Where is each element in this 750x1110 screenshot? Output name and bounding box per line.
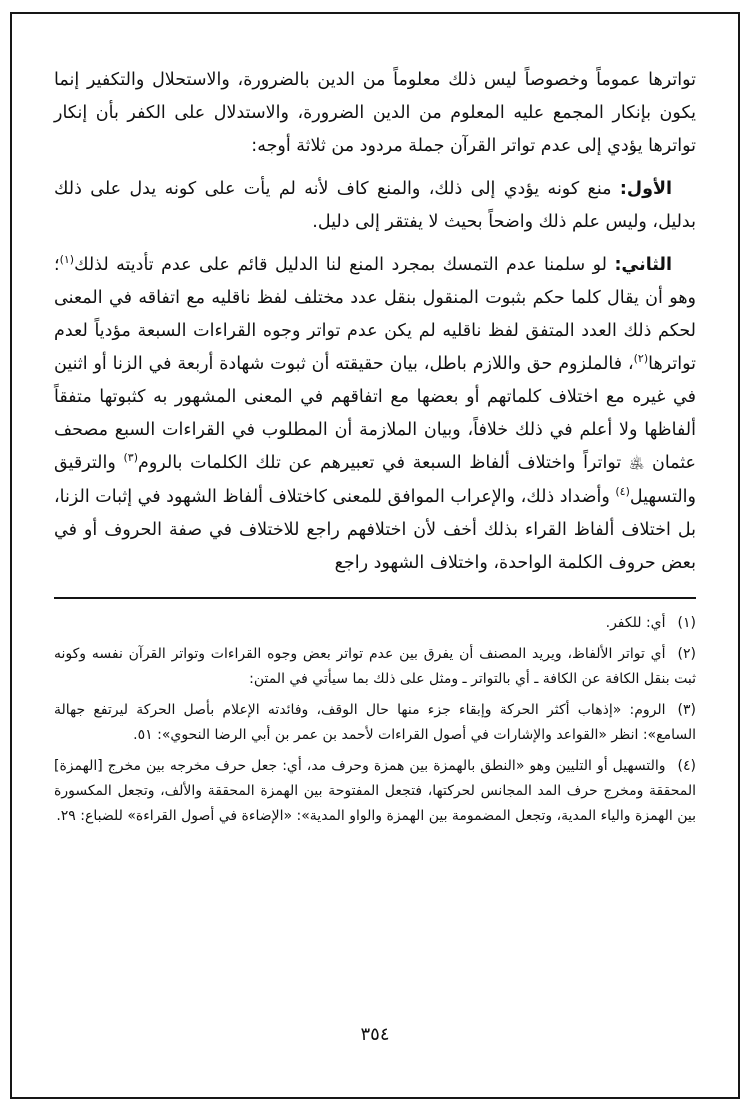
paragraph-lead: الثاني: [614,255,672,275]
footnote-number: (٣) [677,702,696,718]
footnote-number: (١) [677,615,696,631]
paragraph: الثاني: لو سلمنا عدم التمسك بمجرد المنع لنا الدليل قائم على عدم تأديته لذلك$^{(١)}$؛ وهو أن يقال كلما حكم بثبوت المنقول بنقل عدد مختلف لفظ ناقليه مع اتفاقه في المعنى لحكم ذلك العدد المتفق لفظ ناقليه لم يكن عدم تواتر وجوه القراءات السبعة مؤدياً لعدم تواترها$^{(٢)}$، فالملزوم حق واللازم باطل، بيان حقيقته أن ثبوت شهادة أربعة في الزنا أو اثنين في غيره مع اختلاف كلماتهم أو بعضها مع اتفاقهم في المعنى المشهور به كثبوتها متفقاً ألفاظها ولا أعلم في ذلك خلافاً، وبيان الملازمة أن المطلوب في القراءات السبع مصحف عثمان ﵁ تواتراً واختلاف ألفاظ السبعة في تعبيرهم عن تلك الكلمات بالروم$^{(٣)}$ والترقيق والتسهيل$^{(٤)}$ وأضداد ذلك، والإعراب الموافق للمعنى كاختلاف ألفاظ الشهود في إثبات الزنا، بل اختلاف ألفاظ القراء بذلك أخف لأن اختلافهم راجع للاختلاف في صفة الحروف أو في بعض حروف الكلمة الواحدة، واختلاف الشهود راجع [54,253,696,573]
footnotes-section [54,611,696,829]
footnote: (١)أي: للكفر. [605,615,696,631]
page-number: ٣٥٤ [360,1024,390,1045]
footnote: (٤)والتسهيل أو التليين وهو «النطق بالهمزة بين همزة وحرف مد، أي: جعل حرف مخرجه بين مخرج [الهمزة] المحققة ومخرج حرف المد المجانس لحركتها، فتجعل المفتوحة بين الهمزة المحققة والألف، وتجعل المكسورة بين الهمزة والياء المدية، وتجعل المضمومة بين الهمزة والواو المدية»: «الإضاءة في أصول القراءة» للضباع: ٢٩. [54,758,696,824]
footnote-ref: (٢) [633,352,649,366]
footnote-ref: (١) [59,253,75,267]
footnote-ref: (٤) [615,485,630,499]
honorific-symbol: ﵁ [628,456,645,472]
footnote-number: (٤) [677,758,696,774]
page-border-frame [10,12,740,1099]
footnote-ref: (٣) [123,451,139,465]
footnote: (٢)أي تواتر الألفاظ، ويريد المصنف أن يفرق بين عدم تواتر بعض وجوه القراءات وتواتر القرآن نفسه وكونه ثبت بنقل الكافة عن الكافة ـ أي بالتواتر ـ ومثل على ذلك بما سيأتي في المتن: [54,646,696,687]
footnote-number: (٢) [677,646,696,662]
paragraph: تواترها عموماً وخصوصاً ليس ذلك معلوماً من الدين بالضرورة، والاستحلال والتكفير إنما يكون بإنكار المجمع عليه المعلوم من الدين الضرورة، والاستدلال على الكفر بأن إنكار تواترها يؤدي إلى عدم تواتر القرآن جملة مردود من ثلاثة أوجه: [54,70,696,156]
footnote-separator [54,597,696,599]
footnote: (٣)الروم: «إذهاب أكثر الحركة وإبقاء جزء منها حال الوقف، وفائدته الإعلام بأصل الحركة ليرتفع جهالة السامع»: انظر «القواعد والإشارات في أصول القراءات لأحمد بن عمر بن أبي الرضا النحوي»: ٥١. [54,702,696,743]
paragraph-lead: الأول: [619,179,672,199]
main-text [54,64,696,580]
paragraph: الأول: منع كونه يؤدي إلى ذلك، والمنع كاف لأنه لم يأت على كونه يدل على ذلك بدليل، وليس علم ذلك واضحاً بحيث لا يفتقر إلى دليل. [54,179,696,232]
